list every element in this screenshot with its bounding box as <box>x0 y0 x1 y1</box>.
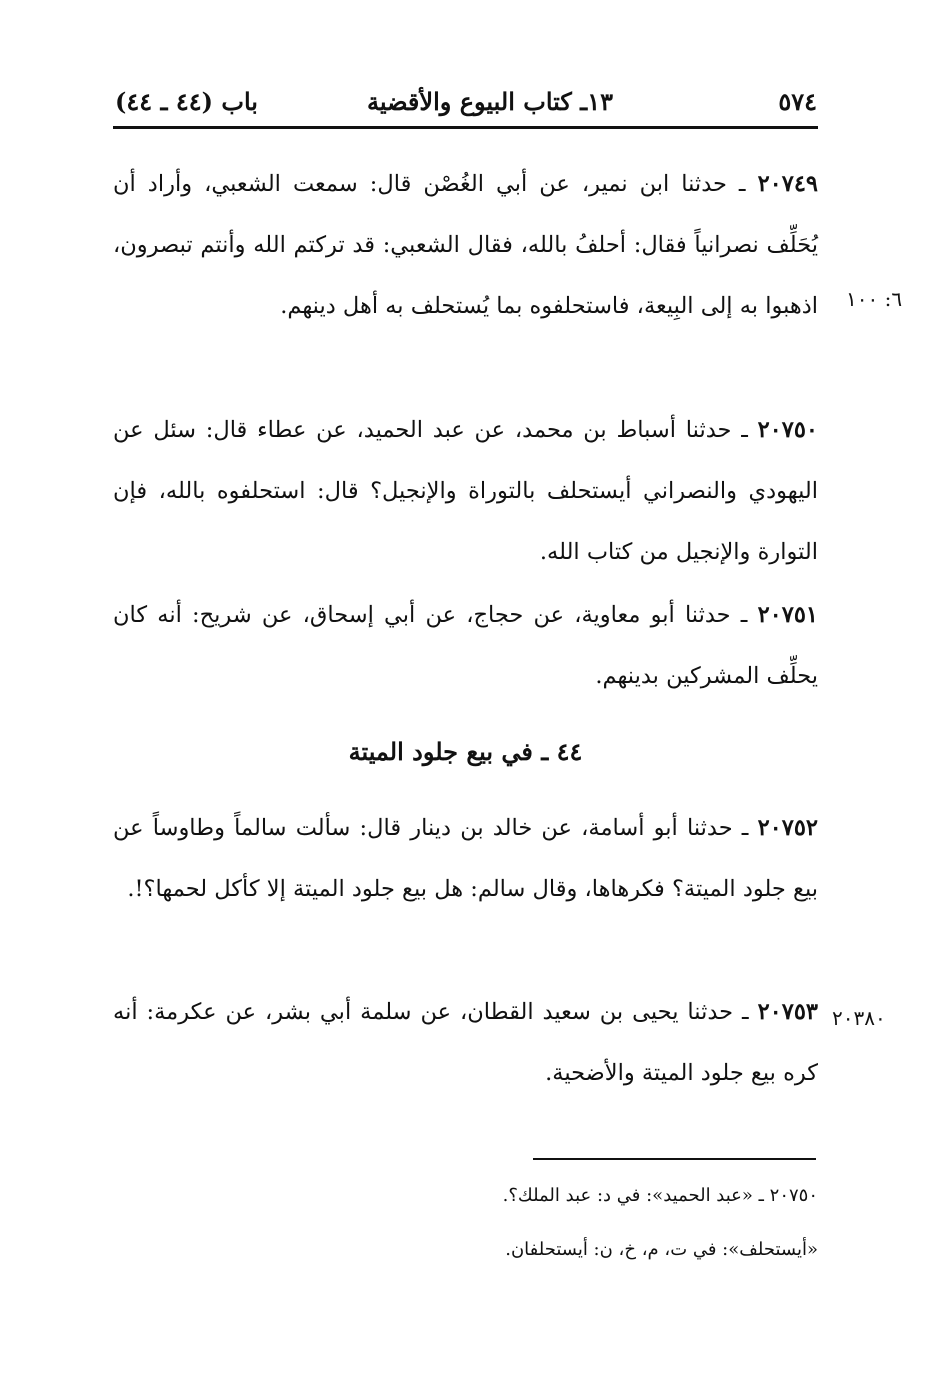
margin-note: ٦: ١٠٠ <box>846 287 903 311</box>
hadith-text: ـ حدثنا أسباط بن محمد، عن عبد الحميد، عن عطاء قال: سئل عن اليهودي والنصراني أيستحلف بالتوراة والإنجيل؟ قال: استحلفوه بالله، فإن التوارة والإنجيل من كتاب الله. <box>113 417 818 565</box>
hadith-number: ٢٠٧٥١ <box>757 602 818 628</box>
hadith-text: ـ حدثنا يحيى بن سعيد القطان، عن سلمة أبي بشر، عن عكرمة: أنه كره بيع جلود الميتة والأضحية. <box>113 999 818 1086</box>
hadith-text: ـ حدثنا أبو معاوية، عن حجاج، عن أبي إسحاق، عن شريح: أنه كان يحلِّف المشركين بدينهم. <box>113 602 818 689</box>
hadith-paragraph <box>113 400 818 583</box>
footnote: ٢٠٧٥٠ ـ «عبد الحميد»: في د: عبد الملك؟. <box>502 1185 818 1206</box>
hadith-paragraph <box>113 798 818 920</box>
page-number: ٥٧٤ <box>778 87 817 116</box>
hadith-text: ـ حدثنا ابن نمير، عن أبي الغُصْن قال: سمعت الشعبي، وأراد أن يُحَلِّف نصرانياً فقال: أحلفُ بالله، فقال الشعبي: قد تركتم الله وأنتم تبصرون، اذهبوا به إلى البِيعة، فاستحلفوه بما يُستحلف به أهل دينهم. <box>113 171 818 319</box>
section-heading: ٤٤ ـ في بيع جلود الميتة <box>348 737 583 766</box>
chapter-reference: باب (٤٤ ـ ٤٤) <box>115 87 258 116</box>
hadith-number: ٢٠٧٥٣ <box>757 999 818 1025</box>
hadith-text: ـ حدثنا أبو أسامة، عن خالد بن دينار قال: سألت سالماً وطاوساً عن بيع جلود الميتة؟ فكرهاها، وقال سالم: هل بيع جلود الميتة إلا كأكل لحمها؟!. <box>113 815 818 902</box>
hadith-number: ٢٠٧٥٠ <box>757 417 818 443</box>
hadith-paragraph <box>113 154 818 337</box>
book-title: ١٣ـ كتاب البيوع والأقضية <box>367 87 613 116</box>
footnote-rule <box>533 1158 816 1160</box>
hadith-number: ٢٠٧٤٩ <box>757 171 818 197</box>
footnote: «أيستحلف»: في ت، م، خ، ن: أيستحلفان. <box>505 1239 818 1260</box>
margin-note: ٢٠٣٨٠ <box>832 1006 886 1030</box>
hadith-number: ٢٠٧٥٢ <box>757 815 818 841</box>
hadith-paragraph <box>113 982 818 1104</box>
hadith-paragraph <box>113 585 818 707</box>
header-rule <box>113 126 818 129</box>
